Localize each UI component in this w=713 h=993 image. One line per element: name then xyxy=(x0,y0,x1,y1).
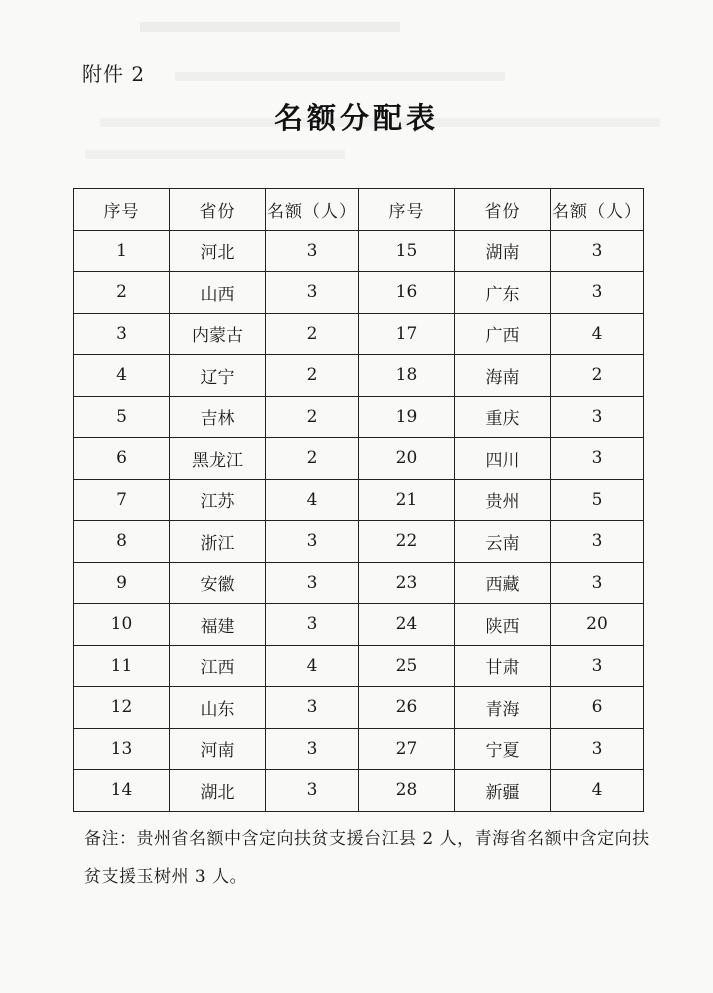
cell-province: 青海 xyxy=(455,687,551,729)
table-row xyxy=(74,770,644,812)
header-quota-right: 名额（人） xyxy=(551,189,644,231)
cell-province: 福建 xyxy=(170,604,266,646)
table-row xyxy=(74,687,644,729)
cell-no: 4 xyxy=(74,355,170,397)
cell-no: 3 xyxy=(74,313,170,355)
table-header-row xyxy=(74,189,644,231)
cell-no: 23 xyxy=(359,562,455,604)
table-row xyxy=(74,230,644,272)
header-province-left: 省份 xyxy=(170,189,266,231)
cell-province: 湖南 xyxy=(455,230,551,272)
cell-quota: 4 xyxy=(551,313,644,355)
cell-no: 12 xyxy=(74,687,170,729)
cell-no: 11 xyxy=(74,645,170,687)
cell-quota: 3 xyxy=(551,272,644,314)
cell-no: 24 xyxy=(359,604,455,646)
bleed-through-line xyxy=(85,150,345,159)
cell-province: 陕西 xyxy=(455,604,551,646)
cell-quota: 3 xyxy=(266,728,359,770)
cell-quota: 3 xyxy=(551,521,644,563)
cell-no: 16 xyxy=(359,272,455,314)
cell-quota: 5 xyxy=(551,479,644,521)
table-row xyxy=(74,521,644,563)
cell-province: 湖北 xyxy=(170,770,266,812)
cell-quota: 3 xyxy=(551,396,644,438)
cell-quota: 3 xyxy=(551,438,644,480)
header-province-right: 省份 xyxy=(455,189,551,231)
cell-province: 广西 xyxy=(455,313,551,355)
cell-no: 10 xyxy=(74,604,170,646)
cell-no: 17 xyxy=(359,313,455,355)
cell-quota: 3 xyxy=(266,770,359,812)
cell-quota: 4 xyxy=(266,479,359,521)
cell-no: 8 xyxy=(74,521,170,563)
cell-province: 安徽 xyxy=(170,562,266,604)
cell-quota: 3 xyxy=(551,645,644,687)
cell-no: 1 xyxy=(74,230,170,272)
table-row xyxy=(74,479,644,521)
cell-quota: 2 xyxy=(551,355,644,397)
cell-province: 山东 xyxy=(170,687,266,729)
cell-quota: 2 xyxy=(266,396,359,438)
bleed-through-line xyxy=(175,72,505,81)
cell-quota: 3 xyxy=(551,230,644,272)
cell-province: 新疆 xyxy=(455,770,551,812)
cell-no: 27 xyxy=(359,728,455,770)
table-row xyxy=(74,396,644,438)
cell-quota: 3 xyxy=(266,521,359,563)
remark-note: 备注：贵州省名额中含定向扶贫支援台江县 2 人，青海省名额中含定向扶贫支援玉树州 3 人。 xyxy=(84,829,650,887)
cell-province: 四川 xyxy=(455,438,551,480)
header-quota-left: 名额（人） xyxy=(266,189,359,231)
table-row xyxy=(74,562,644,604)
cell-quota: 6 xyxy=(551,687,644,729)
cell-quota: 4 xyxy=(551,770,644,812)
cell-province: 贵州 xyxy=(455,479,551,521)
cell-quota: 3 xyxy=(266,272,359,314)
cell-province: 辽宁 xyxy=(170,355,266,397)
cell-province: 江苏 xyxy=(170,479,266,521)
header-no-right: 序号 xyxy=(359,189,455,231)
bleed-through-line xyxy=(140,22,400,32)
cell-province: 河北 xyxy=(170,230,266,272)
cell-province: 河南 xyxy=(170,728,266,770)
cell-province: 山西 xyxy=(170,272,266,314)
cell-no: 22 xyxy=(359,521,455,563)
cell-province: 西藏 xyxy=(455,562,551,604)
cell-province: 江西 xyxy=(170,645,266,687)
cell-no: 26 xyxy=(359,687,455,729)
cell-no: 18 xyxy=(359,355,455,397)
cell-quota: 3 xyxy=(551,562,644,604)
cell-no: 19 xyxy=(359,396,455,438)
cell-no: 9 xyxy=(74,562,170,604)
attachment-label: 附件 2 xyxy=(82,62,146,86)
cell-no: 13 xyxy=(74,728,170,770)
cell-no: 28 xyxy=(359,770,455,812)
cell-no: 7 xyxy=(74,479,170,521)
cell-province: 黑龙江 xyxy=(170,438,266,480)
cell-no: 2 xyxy=(74,272,170,314)
quota-table xyxy=(73,188,644,812)
cell-quota: 20 xyxy=(551,604,644,646)
cell-quota: 3 xyxy=(266,687,359,729)
cell-no: 21 xyxy=(359,479,455,521)
cell-quota: 3 xyxy=(266,604,359,646)
cell-province: 内蒙古 xyxy=(170,313,266,355)
cell-province: 浙江 xyxy=(170,521,266,563)
table-row xyxy=(74,313,644,355)
cell-province: 甘肃 xyxy=(455,645,551,687)
table-row xyxy=(74,645,644,687)
cell-no: 14 xyxy=(74,770,170,812)
cell-quota: 4 xyxy=(266,645,359,687)
cell-province: 吉林 xyxy=(170,396,266,438)
cell-no: 5 xyxy=(74,396,170,438)
cell-no: 6 xyxy=(74,438,170,480)
cell-no: 20 xyxy=(359,438,455,480)
table-row xyxy=(74,355,644,397)
cell-quota: 2 xyxy=(266,438,359,480)
cell-province: 海南 xyxy=(455,355,551,397)
table-row xyxy=(74,604,644,646)
cell-province: 广东 xyxy=(455,272,551,314)
table-row xyxy=(74,728,644,770)
cell-quota: 3 xyxy=(266,230,359,272)
cell-no: 25 xyxy=(359,645,455,687)
cell-province: 宁夏 xyxy=(455,728,551,770)
cell-quota: 3 xyxy=(266,562,359,604)
table-row xyxy=(74,272,644,314)
page-title: 名额分配表 xyxy=(273,101,439,135)
header-no-left: 序号 xyxy=(74,189,170,231)
cell-province: 云南 xyxy=(455,521,551,563)
cell-quota: 2 xyxy=(266,313,359,355)
cell-province: 重庆 xyxy=(455,396,551,438)
table-row xyxy=(74,438,644,480)
cell-quota: 3 xyxy=(551,728,644,770)
cell-quota: 2 xyxy=(266,355,359,397)
cell-no: 15 xyxy=(359,230,455,272)
